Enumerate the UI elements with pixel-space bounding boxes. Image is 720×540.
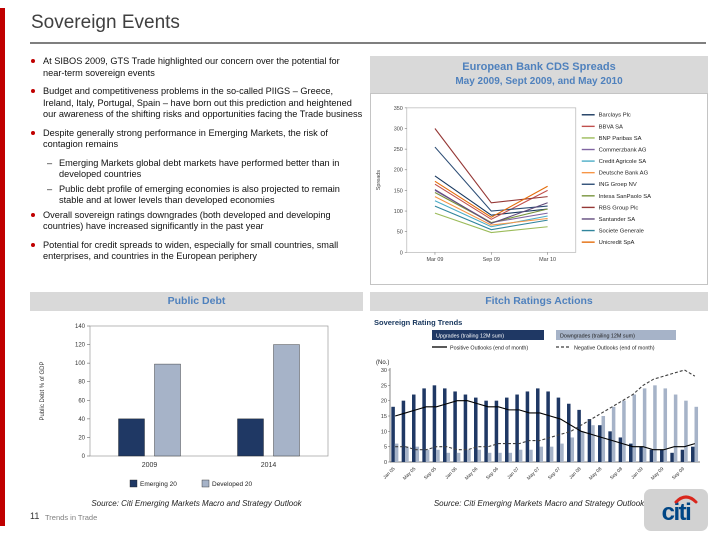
svg-text:Sep 09: Sep 09 — [482, 257, 500, 264]
bullet-icon — [31, 56, 43, 79]
svg-text:ING Groep NV: ING Groep NV — [598, 182, 637, 189]
svg-text:Sep 06: Sep 06 — [485, 466, 500, 482]
bullet-subitem — [47, 184, 363, 207]
bullet-icon — [31, 240, 43, 263]
svg-text:Unicredit SpA: Unicredit SpA — [598, 240, 635, 247]
svg-text:Negative Outlooks (end of mont: Negative Outlooks (end of month) — [574, 345, 655, 352]
svg-text:20: 20 — [380, 398, 387, 405]
cds-chart-box — [370, 93, 708, 285]
svg-text:(No.): (No.) — [376, 360, 390, 366]
svg-text:Commerzbank AG: Commerzbank AG — [598, 147, 647, 154]
svg-text:Mar 10: Mar 10 — [539, 257, 557, 264]
dash-icon: – — [47, 157, 53, 168]
title-divider — [30, 42, 706, 44]
svg-text:150: 150 — [393, 188, 403, 195]
svg-text:Emerging 20: Emerging 20 — [140, 481, 177, 488]
svg-text:May 07: May 07 — [526, 466, 542, 482]
svg-text:25: 25 — [380, 383, 387, 390]
svg-text:350: 350 — [393, 105, 403, 112]
svg-text:0: 0 — [383, 460, 387, 466]
source-note-left: Source: Citi Emerging Markets Macro and Strategy Outlook — [91, 499, 302, 508]
svg-text:100: 100 — [74, 361, 85, 368]
svg-text:20: 20 — [78, 435, 85, 442]
cds-spreads-chart — [371, 94, 707, 284]
svg-text:Sep 08: Sep 08 — [609, 466, 624, 482]
svg-text:Sovereign Rating Trends: Sovereign Rating Trends — [374, 318, 463, 327]
bullet-item — [31, 210, 363, 233]
svg-text:80: 80 — [78, 379, 85, 386]
svg-text:Downgrades (trailing 12M sum): Downgrades (trailing 12M sum) — [560, 333, 635, 340]
bullet-item — [31, 56, 363, 79]
svg-text:200: 200 — [393, 167, 403, 174]
bullet-text: At SIBOS 2009, GTS Trade highlighted our concern over the potential for near-term sovereign events — [43, 56, 340, 78]
svg-text:Jan 09: Jan 09 — [630, 466, 645, 481]
bullet-item — [31, 86, 363, 121]
svg-text:60: 60 — [78, 398, 85, 405]
fitch-ratings-header: Fitch Ratings Actions — [370, 292, 708, 311]
svg-text:300: 300 — [393, 126, 403, 133]
citi-logo-text: citi — [661, 499, 691, 526]
public-debt-header: Public Debt — [30, 292, 363, 311]
fitch-ratings-chart — [370, 314, 708, 496]
page-number: 11 — [30, 511, 40, 521]
svg-text:Public Debt % of GDP: Public Debt % of GDP — [40, 361, 46, 421]
bullet-icon — [31, 86, 43, 121]
svg-text:2009: 2009 — [141, 462, 158, 469]
svg-text:Sep 05: Sep 05 — [423, 466, 438, 482]
bullet-text: Overall sovereign ratings downgrades (both developed and developing countries) have increased significantly in the past year — [43, 209, 331, 231]
svg-text:Upgrades (trailing 12M sum): Upgrades (trailing 12M sum) — [436, 333, 505, 340]
svg-text:250: 250 — [393, 147, 403, 154]
left-accent-bar — [0, 8, 5, 526]
svg-text:120: 120 — [74, 342, 85, 349]
svg-text:Intesa SanPaolo SA: Intesa SanPaolo SA — [598, 193, 652, 200]
bullet-icon — [31, 210, 43, 233]
svg-text:10: 10 — [380, 429, 387, 436]
svg-text:May 09: May 09 — [650, 466, 666, 482]
bullet-item — [31, 128, 363, 151]
svg-text:Sep 09: Sep 09 — [671, 466, 686, 482]
svg-text:RBS Group Plc: RBS Group Plc — [598, 205, 639, 212]
svg-text:0: 0 — [399, 250, 403, 257]
bullet-icon — [31, 128, 43, 151]
svg-text:50: 50 — [396, 229, 403, 236]
public-debt-chart — [30, 314, 363, 496]
svg-text:40: 40 — [78, 416, 85, 423]
svg-text:Positive Outlooks (end of mont: Positive Outlooks (end of month) — [450, 345, 529, 352]
bullet-list — [31, 56, 363, 270]
cds-header-title: European Bank CDS Spreads — [462, 61, 616, 73]
slide-title: Sovereign Events — [31, 12, 180, 33]
svg-text:Jan 05: Jan 05 — [382, 466, 397, 481]
svg-text:140: 140 — [74, 324, 85, 330]
svg-text:BBVA SA: BBVA SA — [598, 124, 623, 131]
svg-text:May 06: May 06 — [464, 466, 480, 482]
svg-text:Jan 07: Jan 07 — [506, 466, 521, 481]
svg-text:Spreads: Spreads — [375, 169, 382, 191]
public-debt-chart-box — [30, 314, 363, 496]
svg-text:Developed 20: Developed 20 — [212, 481, 253, 488]
svg-text:Santander SA: Santander SA — [598, 216, 636, 223]
citi-logo — [644, 489, 708, 531]
svg-text:30: 30 — [380, 368, 387, 374]
svg-text:0: 0 — [81, 454, 85, 460]
svg-text:Jan 06: Jan 06 — [444, 466, 459, 481]
svg-text:Jan 08: Jan 08 — [568, 466, 583, 481]
source-note-right: Source: Citi Emerging Markets Macro and Strategy Outlook — [433, 499, 645, 508]
svg-text:May 08: May 08 — [588, 466, 604, 482]
bullet-text: Budget and competitiveness problems in the so-called PIIGS – Greece, Ireland, Italy, Portugal, Spain – have born out this prediction and heightened our awareness of the shifting risks and opportunities facing the Trade business — [43, 86, 363, 119]
svg-text:2014: 2014 — [260, 462, 277, 469]
footer-title: Trends in Trade — [45, 513, 98, 522]
svg-text:Credit Agricole SA: Credit Agricole SA — [598, 159, 647, 166]
fitch-ratings-chart-box — [370, 314, 708, 496]
svg-text:Deutsche Bank AG: Deutsche Bank AG — [598, 170, 649, 177]
svg-text:May 05: May 05 — [402, 466, 418, 482]
svg-text:15: 15 — [380, 414, 387, 420]
svg-text:100: 100 — [393, 209, 403, 216]
bullet-text: Despite generally strong performance in Emerging Markets, the risk of contagion remains — [43, 127, 328, 149]
svg-text:Societe Generale: Societe Generale — [598, 228, 644, 235]
svg-text:Barclays Plc: Barclays Plc — [598, 112, 631, 119]
citi-logo-mark — [644, 489, 708, 531]
bullet-subitem — [47, 158, 363, 181]
svg-text:Sep 07: Sep 07 — [547, 466, 562, 482]
bullet-text: Public debt profile of emerging economies is also projected to remain stable and at lower levels than developed economies — [59, 183, 340, 205]
dash-icon: – — [47, 183, 53, 194]
bullet-text: Emerging Markets global debt markets have performed better than in developed countries — [59, 157, 340, 179]
cds-header-subtitle: May 2009, Sept 2009, and May 2010 — [455, 76, 623, 87]
bullet-text: Potential for credit spreads to widen, especially for small countries, small enterprises, and countries in the European periphery — [43, 239, 339, 261]
cds-section-header — [370, 56, 708, 93]
svg-text:5: 5 — [383, 444, 387, 451]
bullet-item — [31, 240, 363, 263]
svg-text:Mar 09: Mar 09 — [426, 257, 444, 264]
svg-text:BNP Paribas SA: BNP Paribas SA — [598, 135, 642, 142]
